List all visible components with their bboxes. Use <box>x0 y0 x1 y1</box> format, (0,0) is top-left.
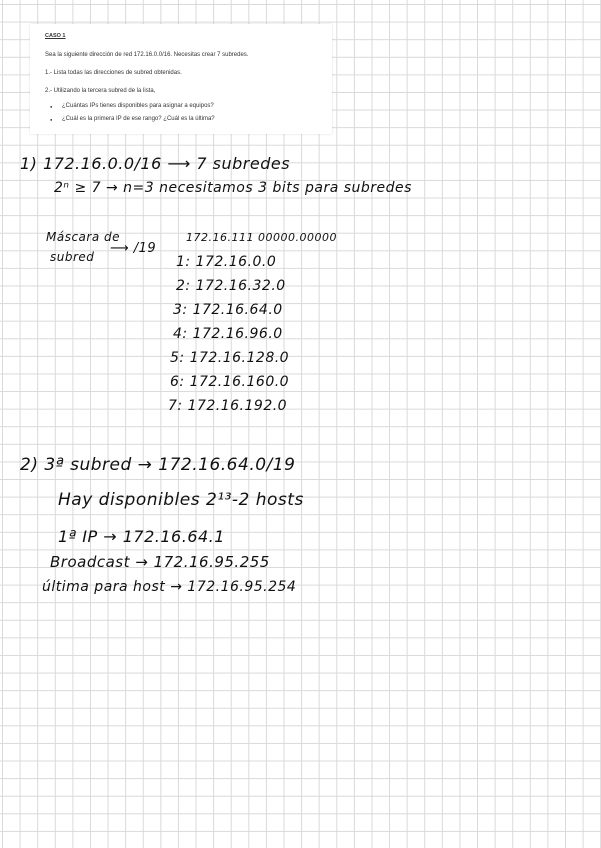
subnet-item: 6: 172.16.160.0 <box>170 374 290 390</box>
first-ip: 1ª IP → 172.16.64.1 <box>58 527 225 546</box>
case-title: CASO 1 <box>45 33 66 39</box>
part1-heading: 1) 172.16.0.0/16 ⟶ 7 subredes <box>20 154 291 173</box>
subnet-item: 2: 172.16.32.0 <box>176 278 286 294</box>
mask-value: ⟶ /19 <box>110 241 157 256</box>
statement-line-2: 1.- Lista todas las direcciones de subred obtenidas. <box>45 70 182 76</box>
statement-line-3: 2.- Utilizando la tercera subred de la lista, <box>45 88 156 94</box>
subnet-item: 5: 172.16.128.0 <box>170 350 290 366</box>
subnet-item: 7: 172.16.192.0 <box>168 398 288 414</box>
statement-bullet-2: ● ¿Cuál es la primera IP de ese rango? ¿Cuál es la última? <box>62 116 215 122</box>
subnet-item: 1: 172.16.0.0 <box>176 254 277 270</box>
mask-label-line-2: subred <box>50 250 95 264</box>
part1-calculation: 2ⁿ ≥ 7 → n=3 necesitamos 3 bits para subredes <box>54 180 412 196</box>
part2-heading: 2) 3ª subred → 172.16.64.0/19 <box>20 455 296 475</box>
mask-binary: 172.16.111 00000.00000 <box>186 231 337 244</box>
statement-line-1: Sea la siguiente dirección de red 172.16.0.0/16. Necesitas crear 7 subredes. <box>45 52 249 58</box>
subnet-item: 4: 172.16.96.0 <box>173 326 283 342</box>
subnet-item: 3: 172.16.64.0 <box>173 302 283 318</box>
last-host-address: última para host → 172.16.95.254 <box>42 579 297 595</box>
available-hosts: Hay disponibles 2¹³-2 hosts <box>58 490 304 510</box>
printed-exercise-statement <box>30 24 332 134</box>
statement-bullet-1: ● ¿Cuántas IPs tienes disponibles para asignar a equipos? <box>62 103 214 109</box>
mask-label-line-1: Máscara de <box>46 230 121 244</box>
broadcast-address: Broadcast → 172.16.95.255 <box>50 553 270 571</box>
